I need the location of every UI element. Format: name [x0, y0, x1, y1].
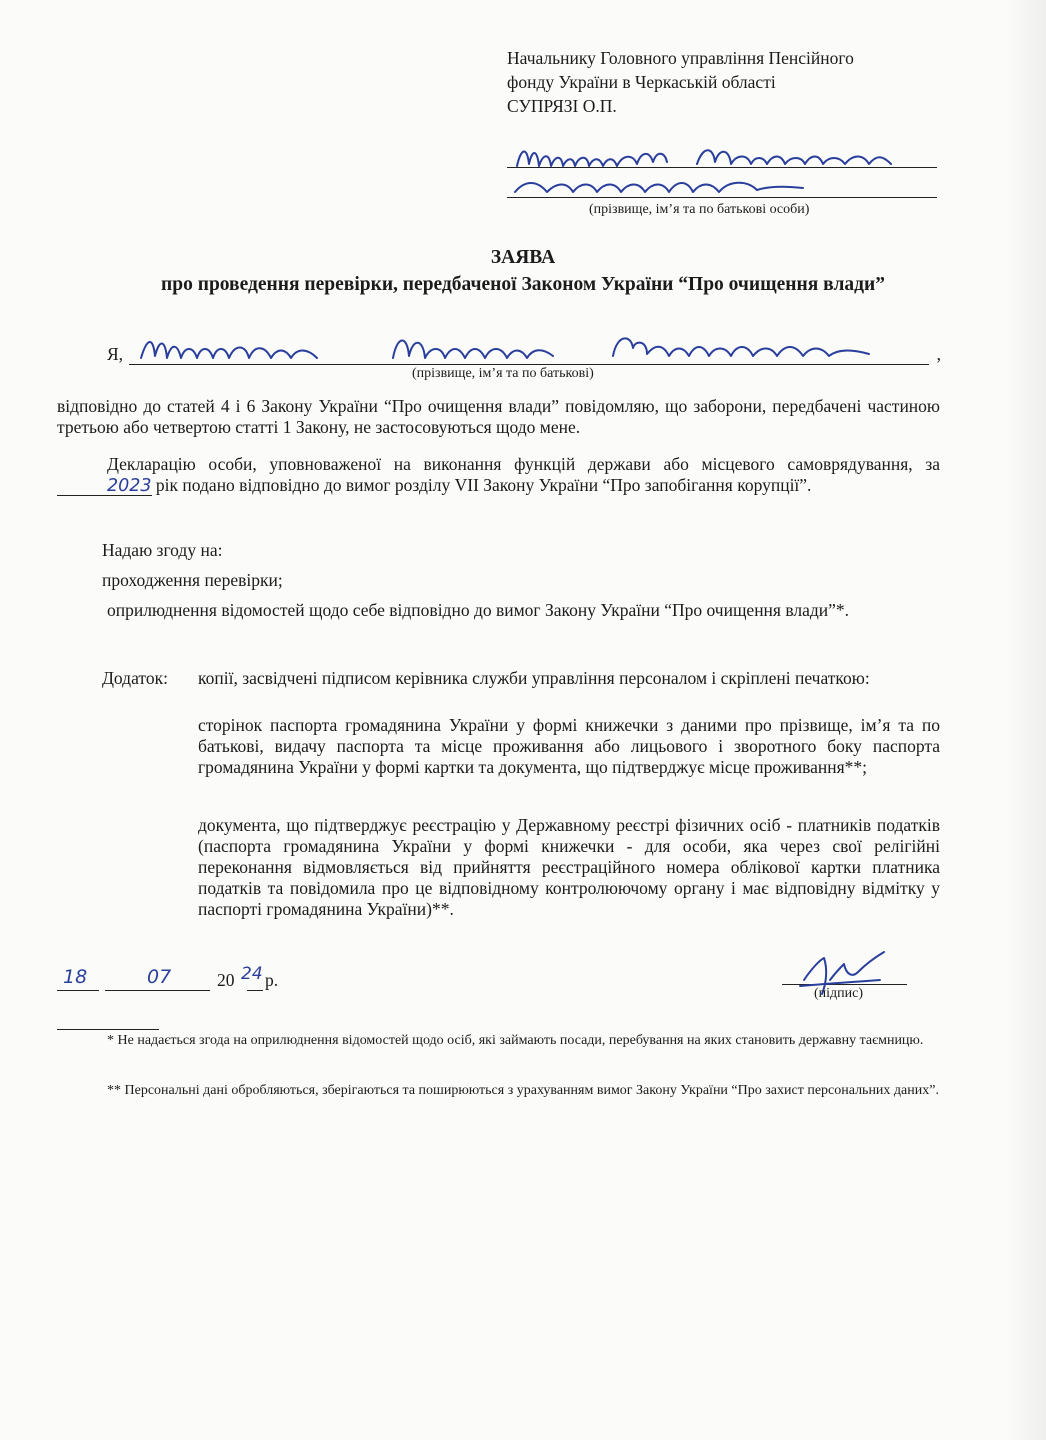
field-caption: (прізвище, ім’я та по батькові особи): [589, 202, 810, 217]
annex-item: сторінок паспорта громадянина України у формі книжечки з даними про прізвище, ім’я та по батькові, видачу паспорта та місце проживання або лицьового і зворотного боку паспорта громадянина України у формі картки та документа, що підтверджує місце проживання**;: [198, 715, 940, 777]
underline: [105, 990, 210, 991]
declaration-text: Декларацію особи, уповноваженої на виконання функцій держави або місцевого самоврядування, за: [107, 454, 940, 474]
handwritten-name: [135, 328, 915, 368]
statement-paragraph: відповідно до статей 4 і 6 Закону України “Про очищення влади” повідомляю, що заборони, передбачені частиною третьою або четвертою статті 1 Закону, не застосовуються щодо мене.: [57, 396, 940, 437]
addressee-line: Начальнику Головного управління Пенсійного: [507, 48, 854, 68]
document-title: ЗАЯВА: [490, 247, 556, 268]
annex-item: [198, 668, 940, 689]
declaration-paragraph: [57, 454, 940, 496]
addressee-line: фонду України в Черкаській області: [507, 72, 776, 92]
date-year-handwritten: 24: [241, 964, 263, 984]
footnote-divider: [57, 1029, 159, 1030]
date-field: [57, 962, 297, 994]
handwritten-name: [507, 140, 937, 206]
field-caption: (прізвище, ім’я та по батькові): [412, 366, 594, 381]
underline: [57, 990, 99, 991]
date-suffix: р.: [265, 970, 279, 990]
date-month-handwritten: 07: [147, 966, 172, 988]
declaration-year-handwritten: 2023: [57, 477, 152, 496]
annex-item: документа, що підтверджує реєстрацію у Державному реєстрі фізичних осіб - платників податків (паспорта громадянина України у формі книжечки - для особи, яка через свої релігійні переконання відмовляється від прийняття реєстраційного номера облікової картки платника податків та повідомила про це відповідному контролюючому органу і має відповідну відмітку у паспорті громадянина України)**.: [198, 815, 940, 919]
scan-shadow: [1006, 0, 1046, 1440]
signature-field: [782, 950, 907, 1006]
footnote: ** Персональні дані обробляються, зберігаються та поширюються з урахуванням вимог Закону України “Про захист персональних даних”.: [107, 1083, 939, 1098]
addressee-line: СУПРЯЗІ О.П.: [507, 96, 617, 116]
annex-item-text: копії, засвідчені підписом керівника служби управління персоналом і скріплені печаткою:: [198, 668, 870, 688]
consent-item: проходження перевірки;: [102, 570, 283, 590]
document-subtitle: про проведення перевірки, передбаченої Законом України “Про очищення влади”: [161, 274, 885, 295]
statement-name-line: [107, 334, 947, 381]
consent-item: оприлюднення відомостей щодо себе відповідно до вимог Закону України “Про очищення влади”*.: [107, 600, 850, 620]
consent-intro: Надаю згоду на:: [102, 540, 223, 560]
statement-suffix: ,: [936, 344, 941, 364]
applicant-name-field: [507, 140, 937, 222]
date-year-prefix: 20: [217, 970, 235, 990]
addressee-block: [507, 46, 967, 118]
date-day-handwritten: 18: [63, 966, 88, 988]
declaration-text: рік подано відповідно до вимог розділу VII Закону України “Про запобігання корупції”.: [155, 475, 812, 495]
footnote: * Не надається згода на оприлюднення відомостей щодо осіб, які займають посади, перебування на яких становить державну таємницю.: [107, 1033, 924, 1048]
statement-prefix: Я,: [107, 344, 124, 364]
underline: [247, 990, 263, 991]
annex-label: Додаток:: [102, 668, 168, 688]
field-caption: (підпис): [814, 986, 864, 1001]
